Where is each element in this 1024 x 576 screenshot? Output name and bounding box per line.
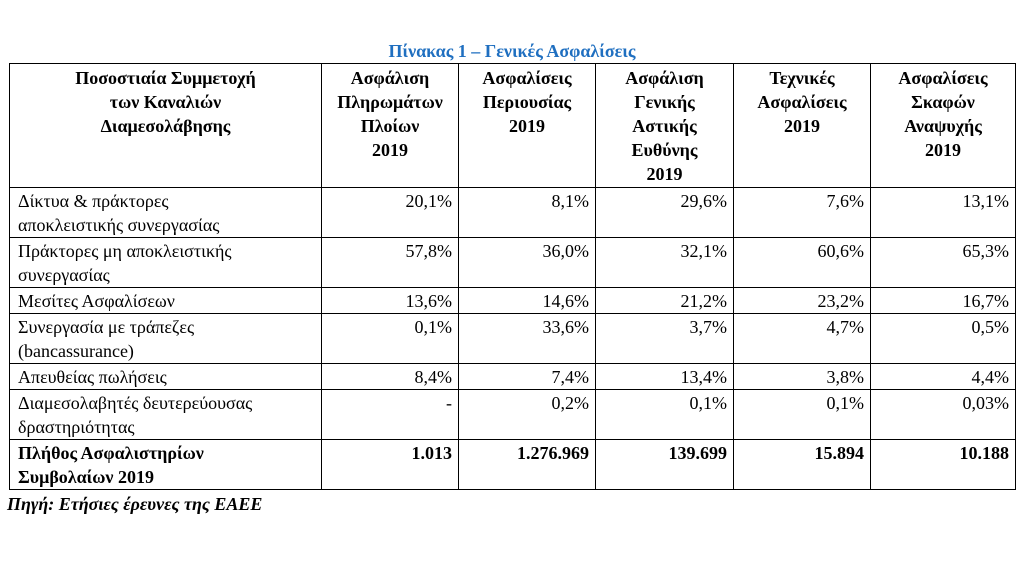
table-cell: 65,3% [871, 238, 1016, 288]
row-label: Μεσίτες Ασφαλίσεων [10, 288, 322, 314]
table-cell: 4,7% [734, 314, 871, 364]
table-cell: 36,0% [459, 238, 596, 288]
table-row [10, 364, 1016, 390]
row-label: Πράκτορες μη αποκλειστικής συνεργασίας [10, 238, 322, 288]
table-cell: 0,2% [459, 390, 596, 440]
table-cell: 3,8% [734, 364, 871, 390]
header-label-text: Ποσοστιαία Συμμετοχή των Καναλιών Διαμεσολάβησης [75, 68, 256, 136]
table-caption: Πίνακας 1 – Γενικές Ασφαλίσεις [388, 41, 636, 61]
table-cell: 3,7% [596, 314, 734, 364]
table-cell: 57,8% [322, 238, 459, 288]
source-note: Πηγή: Ετήσιες έρευνες της ΕΑΕΕ [7, 494, 263, 514]
table-cell: 16,7% [871, 288, 1016, 314]
table-cell: 21,2% [596, 288, 734, 314]
table-row [10, 314, 1016, 364]
table-cell: 4,4% [871, 364, 1016, 390]
table-cell: 13,4% [596, 364, 734, 390]
table-cell: 60,6% [734, 238, 871, 288]
row-label: Συνεργασία με τράπεζες (bancassurance) [10, 314, 322, 364]
table-cell: 20,1% [322, 188, 459, 238]
row-label: Διαμεσολαβητές δευτερεύουσας δραστηριότητας [10, 390, 322, 440]
table-cell: 13,6% [322, 288, 459, 314]
column-header-text: Ασφάλιση Γενικής Αστικής Ευθύνης 2019 [625, 68, 704, 184]
table-cell: 32,1% [596, 238, 734, 288]
table-cell: 0,1% [322, 314, 459, 364]
header-row [10, 64, 1016, 188]
table-cell: 14,6% [459, 288, 596, 314]
total-cell: 1.013 [322, 440, 459, 490]
total-cell: 10.188 [871, 440, 1016, 490]
table-cell: 13,1% [871, 188, 1016, 238]
table-cell: 0,03% [871, 390, 1016, 440]
column-header [871, 64, 1016, 188]
table-cell: 0,5% [871, 314, 1016, 364]
column-header-text: Τεχνικές Ασφαλίσεις 2019 [757, 68, 847, 136]
column-header [596, 64, 734, 188]
table-cell: 7,6% [734, 188, 871, 238]
table-cell: 33,6% [459, 314, 596, 364]
table-cell: - [322, 390, 459, 440]
column-header [459, 64, 596, 188]
column-header-text: Ασφαλίσεις Σκαφών Αναψυχής 2019 [898, 68, 988, 160]
total-row [10, 440, 1016, 490]
table-row [10, 288, 1016, 314]
row-label: Απευθείας πωλήσεις [10, 364, 322, 390]
column-header [734, 64, 871, 188]
column-header [322, 64, 459, 188]
total-cell: 139.699 [596, 440, 734, 490]
row-label: Δίκτυα & πράκτορες αποκλειστικής συνεργασίας [10, 188, 322, 238]
table-cell: 23,2% [734, 288, 871, 314]
table-cell: 0,1% [734, 390, 871, 440]
table-row [10, 390, 1016, 440]
table-cell: 8,4% [322, 364, 459, 390]
table-cell: 29,6% [596, 188, 734, 238]
table-cell: 0,1% [596, 390, 734, 440]
total-label: Πλήθος Ασφαλιστηρίων Συμβολαίων 2019 [10, 440, 322, 490]
total-cell: 15.894 [734, 440, 871, 490]
table-cell: 7,4% [459, 364, 596, 390]
table-row [10, 188, 1016, 238]
table-row [10, 238, 1016, 288]
total-cell: 1.276.969 [459, 440, 596, 490]
column-header-text: Ασφαλίσεις Περιουσίας 2019 [482, 68, 572, 136]
insurance-channels-table [9, 63, 1016, 490]
table-cell: 8,1% [459, 188, 596, 238]
header-label-cell [10, 64, 322, 188]
column-header-text: Ασφάλιση Πληρωμάτων Πλοίων 2019 [337, 68, 443, 160]
